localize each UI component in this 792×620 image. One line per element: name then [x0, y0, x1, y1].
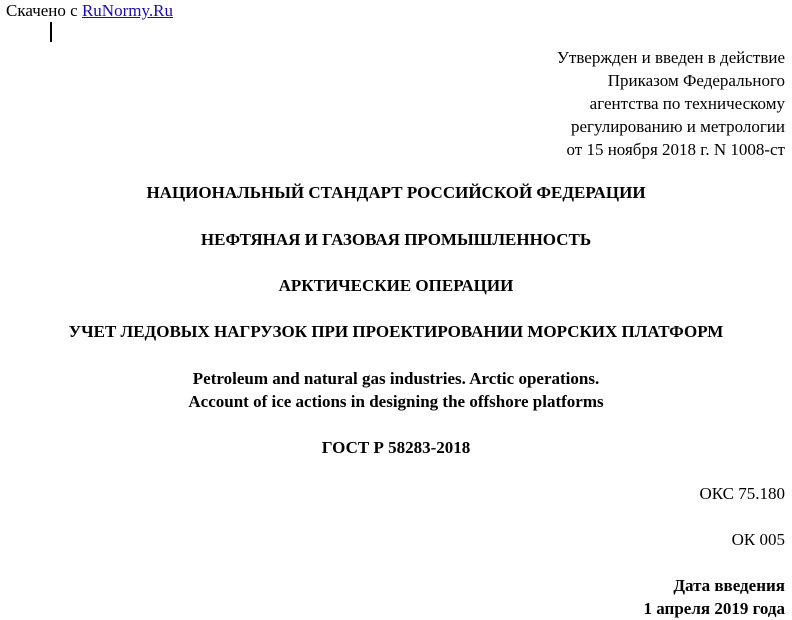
oks-code: ОКС 75.180	[699, 484, 785, 503]
title-industry: НЕФТЯНАЯ И ГАЗОВАЯ ПРОМЫШЛЕННОСТЬ	[200, 230, 592, 249]
approval-line: Приказом Федерального	[607, 71, 785, 90]
text-cursor	[50, 22, 52, 42]
source-prefix: Скачено с	[6, 1, 82, 20]
ok-code: ОК 005	[731, 530, 785, 549]
source-line	[6, 1, 173, 21]
title-national-standard: НАЦИОНАЛЬНЫЙ СТАНДАРТ РОССИЙСКОЙ ФЕДЕРАЦИИ	[146, 183, 646, 202]
approval-line: Утвержден и введен в действие	[556, 48, 785, 67]
title-subject: УЧЕТ ЛЕДОВЫХ НАГРУЗОК ПРИ ПРОЕКТИРОВАНИИ МОРСКИХ ПЛАТФОРМ	[68, 322, 724, 341]
intro-date-value: 1 апреля 2019 года	[643, 599, 785, 618]
title-english-line2: Account of ice actions in designing the offshore platforms	[188, 392, 604, 411]
approval-line: регулированию и метрологии	[570, 117, 785, 136]
title-english-line1: Petroleum and natural gas industries. Arctic operations.	[192, 369, 600, 388]
approval-line: от 15 ноября 2018 г. N 1008-ст	[566, 140, 785, 159]
approval-block	[557, 46, 785, 161]
intro-date-label: Дата введения	[673, 576, 785, 595]
title-operations: АРКТИЧЕСКИЕ ОПЕРАЦИИ	[278, 276, 514, 295]
source-link[interactable]: RuNormy.Ru	[81, 1, 173, 20]
approval-line: агентства по техническому	[589, 94, 785, 113]
gost-number: ГОСТ Р 58283-2018	[321, 438, 471, 457]
